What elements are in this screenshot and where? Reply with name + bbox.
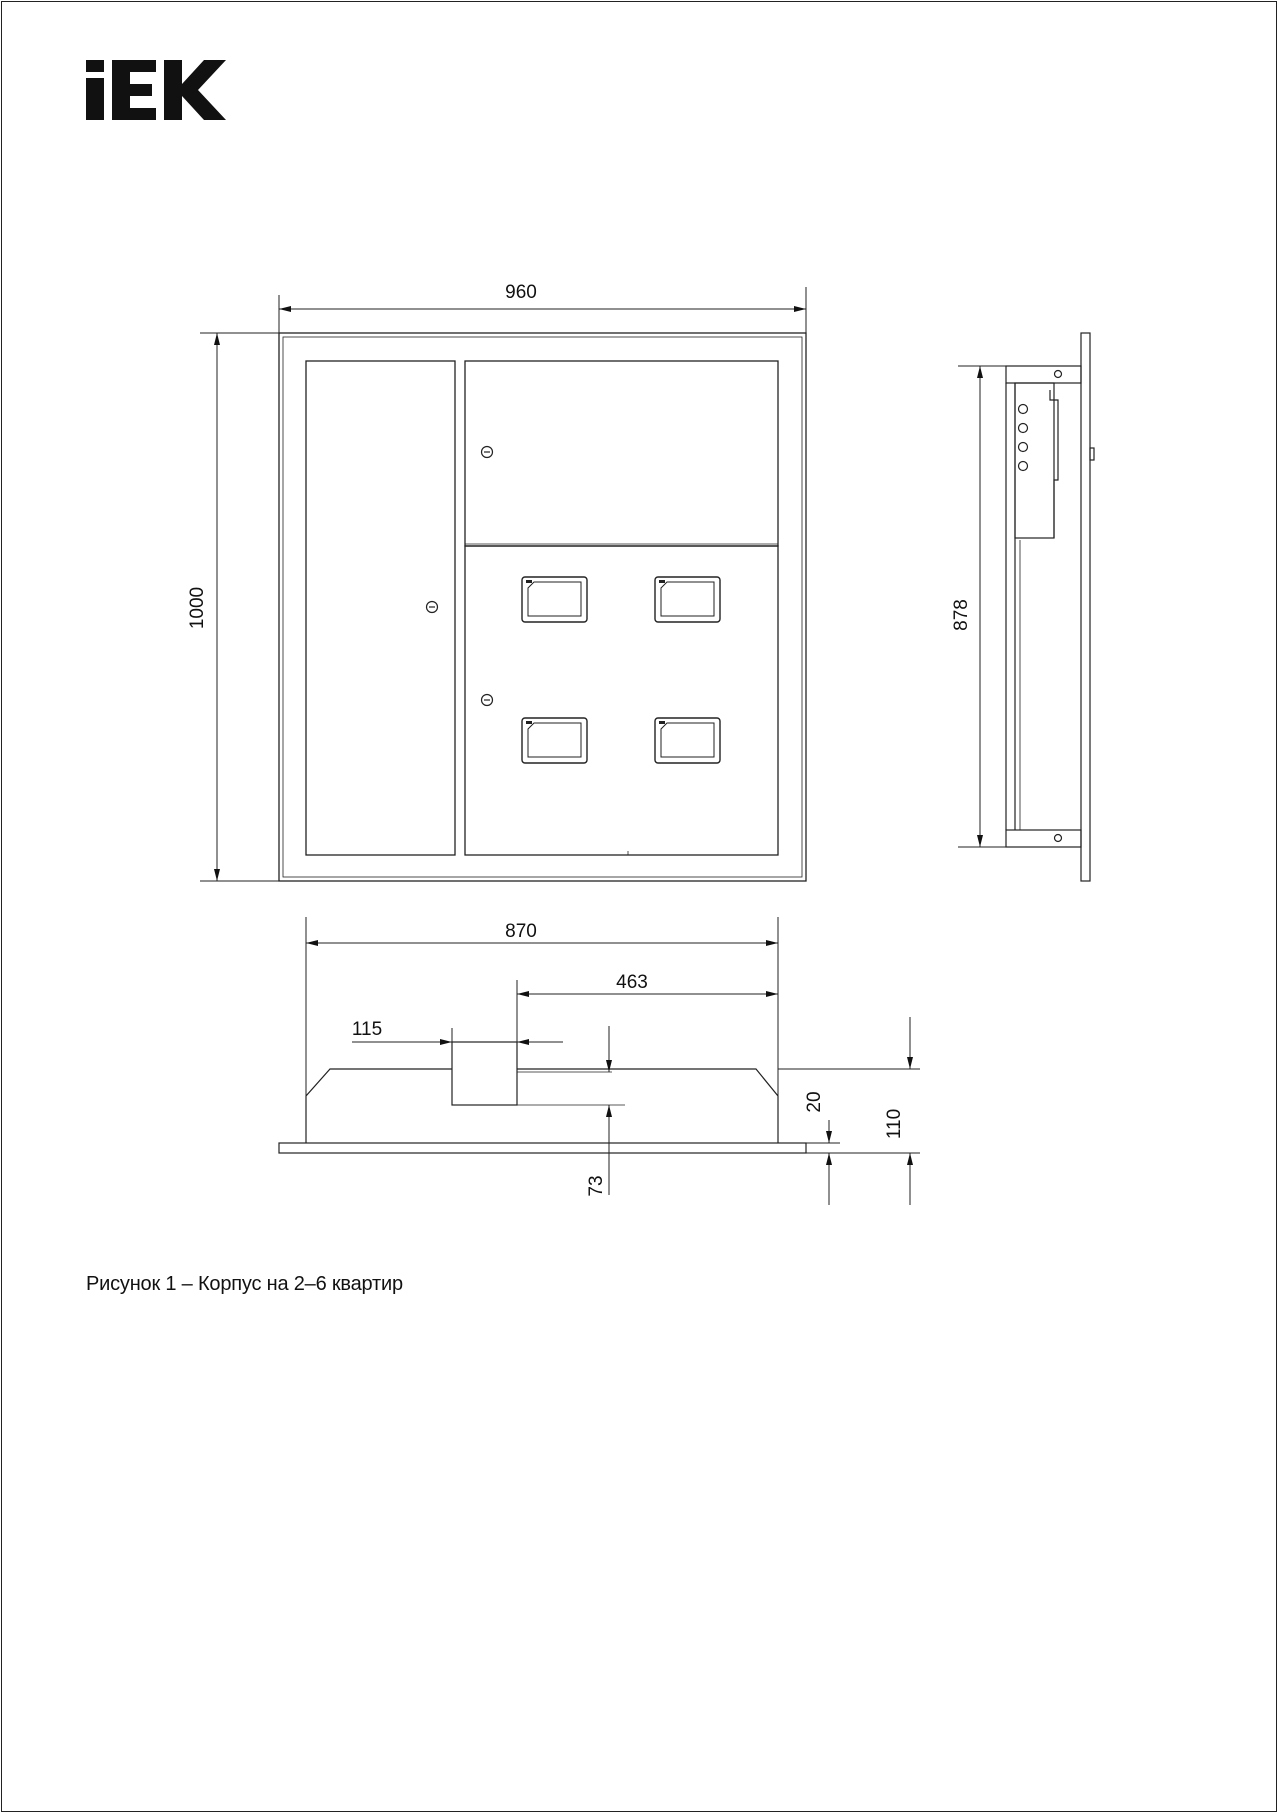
dim-label-870: 870 [505,921,537,942]
figure-caption: Рисунок 1 – Корпус на 2–6 квартир [86,1273,403,1295]
meter-window-icon [655,577,720,622]
meter-window-icon [655,718,720,763]
dim-depth-20 [806,1120,840,1205]
lock-icon [482,695,493,706]
dim-label-115: 115 [351,1019,383,1040]
lock-icon [427,602,438,613]
dim-label-110: 110 [884,1108,905,1140]
side-view [1006,333,1094,881]
dim-label-960: 960 [505,282,537,303]
front-view [279,333,806,881]
dim-label-20: 20 [804,1091,825,1113]
dim-front-width [279,287,806,333]
dim-label-73: 73 [586,1175,607,1197]
meter-window-icon [522,577,587,622]
dim-label-878: 878 [951,599,972,631]
dim-gap-115 [352,1028,563,1042]
meter-window-icon [522,718,587,763]
meter-windows [522,577,720,763]
dim-front-height [200,333,279,881]
dim-label-1000: 1000 [187,586,208,630]
dim-label-463: 463 [616,972,648,993]
lock-icon [482,447,493,458]
door-locks [427,447,493,706]
bottom-view [279,1042,806,1153]
